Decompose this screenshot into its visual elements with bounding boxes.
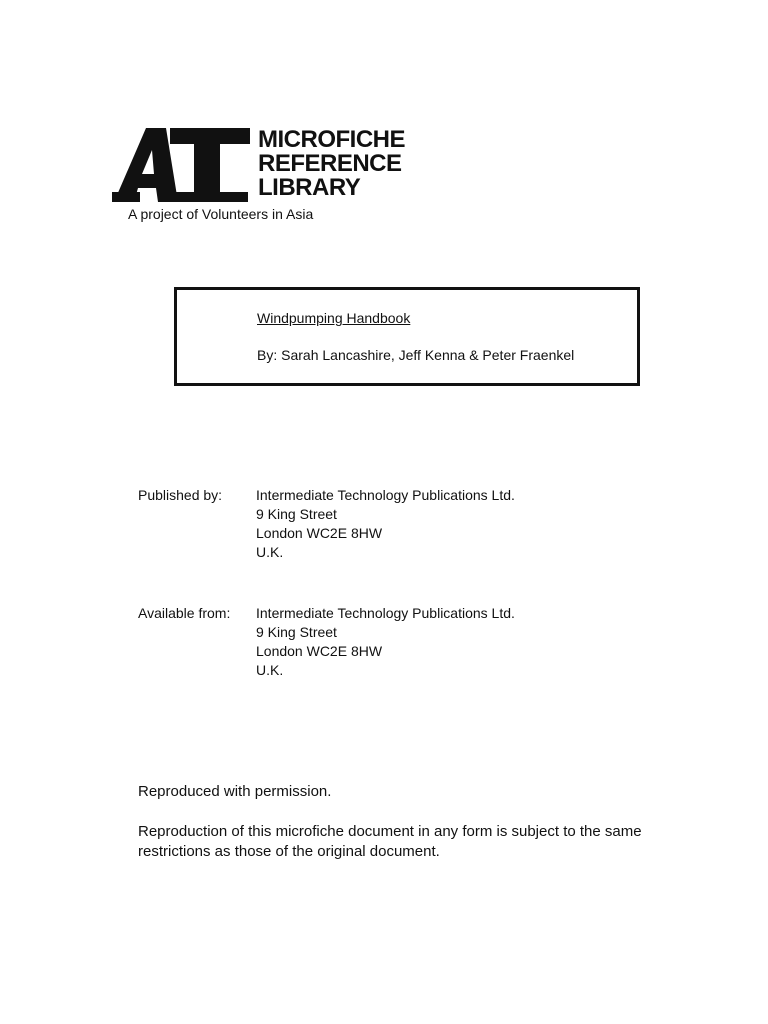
tagline: A project of Volunteers in Asia: [128, 206, 314, 222]
logo-line-1: MICROFICHE: [258, 126, 405, 153]
available-from-address: [256, 604, 515, 680]
available-line: London WC2E 8HW: [256, 643, 383, 659]
published-line: U.K.: [256, 544, 284, 560]
restriction-note: [138, 822, 642, 862]
available-line: Intermediate Technology Publications Ltd.: [256, 605, 515, 621]
restriction-line: Reproduction of this microfiche document in any form is subject to the same: [138, 823, 642, 840]
published-line: 9 King Street: [256, 506, 337, 522]
restriction-line: restrictions as those of the original document.: [138, 843, 440, 860]
logo-line-3: LIBRARY: [258, 174, 361, 201]
at-logo-mark: [112, 126, 252, 204]
published-line: Intermediate Technology Publications Ltd.: [256, 487, 515, 503]
at-logo: [112, 126, 252, 204]
book-authors: By: Sarah Lancashire, Jeff Kenna & Peter Fraenkel: [257, 347, 575, 363]
published-by-address: [256, 486, 515, 562]
permission-note: Reproduced with permission.: [138, 783, 332, 800]
available-line: 9 King Street: [256, 624, 337, 640]
available-line: U.K.: [256, 662, 284, 678]
title-box: [174, 287, 640, 386]
published-line: London WC2E 8HW: [256, 525, 383, 541]
logo-line-2: REFERENCE: [258, 150, 402, 177]
published-by-label: Published by:: [138, 487, 223, 503]
book-title: Windpumping Handbook: [257, 310, 411, 326]
available-from-label: Available from:: [138, 605, 231, 621]
logo-wordmark: [258, 128, 405, 200]
